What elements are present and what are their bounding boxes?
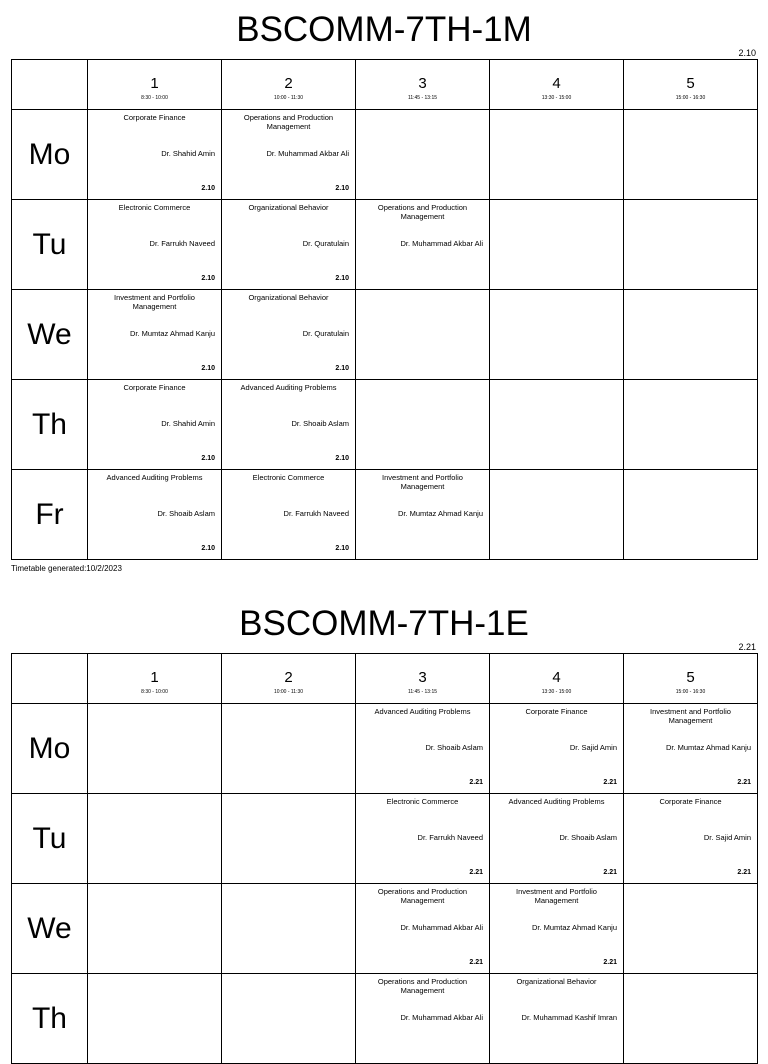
room-number: 2.10 (201, 275, 215, 282)
empty-slot (356, 110, 490, 200)
period-number: 1 (150, 75, 159, 92)
teacher-name: Dr. Muhammad Akbar Ali (400, 1013, 483, 1022)
day-label: Mo (28, 731, 71, 765)
period-number: 2 (284, 669, 293, 686)
day-label: We (27, 317, 72, 351)
timetable-title: BSCOMM-7TH-1E (239, 604, 529, 643)
day-cell (12, 470, 88, 560)
teacher-name: Dr. Mumtaz Ahmad Kanju (665, 743, 751, 752)
class-slot (356, 200, 490, 290)
class-slot (88, 470, 222, 560)
period-header (356, 654, 490, 704)
day-row (12, 200, 758, 290)
period-time: 15:00 - 16:30 (675, 95, 706, 101)
course-name: Advanced Auditing Problems (106, 473, 203, 482)
teacher-name: Dr. Sajid Amin (569, 743, 617, 752)
course-name: Advanced Auditing Problems (240, 383, 337, 392)
empty-slot (88, 974, 222, 1064)
empty-slot (222, 794, 356, 884)
empty-slot (356, 290, 490, 380)
teacher-name: Dr. Shoaib Aslam (291, 419, 349, 428)
empty-slot (624, 470, 758, 560)
course-name: Electronic Commerce (118, 203, 191, 212)
room-number: 2.10 (335, 185, 349, 192)
teacher-name: Dr. Shahid Amin (161, 149, 215, 158)
teacher-name: Dr. Muhammad Akbar Ali (400, 239, 483, 248)
empty-slot (222, 884, 356, 974)
course-name: Organizational Behavior (516, 977, 597, 986)
day-label: Th (31, 407, 67, 441)
day-row (12, 794, 758, 884)
day-row (12, 380, 758, 470)
timetable-grid (11, 653, 758, 1064)
period-number: 3 (418, 75, 427, 92)
teacher-name: Dr. Farrukh Naveed (149, 239, 215, 248)
room-number: 2.21 (603, 779, 617, 786)
teacher-name: Dr. Sajid Amin (703, 833, 751, 842)
empty-slot (490, 200, 624, 290)
period-header (88, 654, 222, 704)
day-row (12, 884, 758, 974)
course-name: Electronic Commerce (386, 797, 459, 806)
room-number: 2.10 (335, 275, 349, 282)
class-slot (356, 704, 490, 794)
course-name: Corporate Finance (123, 383, 186, 392)
class-slot (356, 470, 490, 560)
day-cell (12, 704, 88, 794)
day-cell (12, 290, 88, 380)
day-row (12, 110, 758, 200)
class-slot (222, 200, 356, 290)
class-slot (490, 974, 624, 1064)
class-slot (624, 704, 758, 794)
header-row (12, 60, 758, 110)
period-header (222, 60, 356, 110)
class-slot (624, 794, 758, 884)
course-name: Investment and Portfolio Management (650, 707, 731, 725)
period-number: 4 (552, 75, 561, 92)
course-name: Organizational Behavior (248, 203, 329, 212)
class-slot (222, 110, 356, 200)
class-slot (490, 794, 624, 884)
course-name: Operations and Production Management (377, 977, 468, 995)
period-number: 1 (150, 669, 159, 686)
timetable-generated-note: Timetable generated:10/2/2023 (11, 564, 122, 573)
day-label: We (27, 911, 72, 945)
empty-slot (490, 110, 624, 200)
day-label: Fr (35, 497, 64, 531)
empty-slot (490, 470, 624, 560)
empty-slot (624, 110, 758, 200)
empty-slot (490, 290, 624, 380)
empty-slot (222, 974, 356, 1064)
day-row (12, 974, 758, 1064)
period-number: 5 (686, 75, 695, 92)
empty-slot (624, 884, 758, 974)
room-number: 2.10 (201, 545, 215, 552)
class-slot (222, 380, 356, 470)
day-label: Tu (32, 821, 67, 855)
teacher-name: Dr. Mumtaz Ahmad Kanju (397, 509, 483, 518)
class-slot (222, 290, 356, 380)
empty-slot (88, 794, 222, 884)
teacher-name: Dr. Shoaib Aslam (559, 833, 617, 842)
course-name: Corporate Finance (659, 797, 722, 806)
period-header (490, 60, 624, 110)
teacher-name: Dr. Farrukh Naveed (283, 509, 349, 518)
class-slot (490, 884, 624, 974)
class-slot (222, 470, 356, 560)
day-row (12, 290, 758, 380)
period-header (624, 654, 758, 704)
room-number: 2.21 (603, 869, 617, 876)
timetable-room: 2.21 (738, 642, 756, 652)
empty-slot (88, 704, 222, 794)
empty-slot (356, 380, 490, 470)
period-time: 11:45 - 13:15 (407, 95, 438, 101)
teacher-name: Dr. Muhammad Akbar Ali (400, 923, 483, 932)
period-header (624, 60, 758, 110)
period-time: 13:30 - 15:00 (541, 689, 572, 695)
course-name: Operations and Production Management (377, 887, 468, 905)
room-number: 2.10 (335, 365, 349, 372)
course-name: Investment and Portfolio Management (114, 293, 195, 311)
period-number: 2 (284, 75, 293, 92)
period-time: 10:00 - 11:30 (273, 95, 304, 101)
teacher-name: Dr. Shoaib Aslam (157, 509, 215, 518)
course-name: Operations and Production Management (377, 203, 468, 221)
room-number: 2.21 (603, 959, 617, 966)
room-number: 2.10 (335, 545, 349, 552)
room-number: 2.21 (469, 869, 483, 876)
class-slot (356, 794, 490, 884)
empty-slot (624, 380, 758, 470)
room-number: 2.10 (335, 455, 349, 462)
teacher-name: Dr. Muhammad Kashif Imran (521, 1013, 617, 1022)
teacher-name: Dr. Mumtaz Ahmad Kanju (129, 329, 215, 338)
day-label: Th (31, 1001, 67, 1035)
course-name: Investment and Portfolio Management (516, 887, 597, 905)
course-name: Organizational Behavior (248, 293, 329, 302)
teacher-name: Dr. Shoaib Aslam (425, 743, 483, 752)
teacher-name: Dr. Quratulain (302, 329, 349, 338)
day-row (12, 470, 758, 560)
day-cell (12, 974, 88, 1064)
timetable-title: BSCOMM-7TH-1M (236, 10, 532, 49)
period-header (88, 60, 222, 110)
period-header (356, 60, 490, 110)
course-name: Corporate Finance (525, 707, 588, 716)
timetable-room: 2.10 (738, 48, 756, 58)
day-cell (12, 110, 88, 200)
period-number: 4 (552, 669, 561, 686)
teacher-name: Dr. Quratulain (302, 239, 349, 248)
day-label: Mo (28, 137, 71, 171)
period-number: 5 (686, 669, 695, 686)
corner-cell (12, 654, 88, 704)
room-number: 2.21 (737, 869, 751, 876)
period-number: 3 (418, 669, 427, 686)
teacher-name: Dr. Shahid Amin (161, 419, 215, 428)
class-slot (88, 290, 222, 380)
period-header (222, 654, 356, 704)
day-cell (12, 200, 88, 290)
class-slot (356, 974, 490, 1064)
empty-slot (624, 200, 758, 290)
course-name: Corporate Finance (123, 113, 186, 122)
room-number: 2.10 (201, 365, 215, 372)
period-time: 15:00 - 16:30 (675, 689, 706, 695)
day-cell (12, 884, 88, 974)
period-header (490, 654, 624, 704)
room-number: 2.21 (469, 959, 483, 966)
day-label: Tu (32, 227, 67, 261)
room-number: 2.21 (737, 779, 751, 786)
course-name: Electronic Commerce (252, 473, 325, 482)
timetable-grid (11, 59, 758, 560)
period-time: 8:30 - 10:00 (141, 95, 168, 101)
room-number: 2.10 (201, 455, 215, 462)
teacher-name: Dr. Farrukh Naveed (417, 833, 483, 842)
room-number: 2.21 (469, 779, 483, 786)
course-name: Advanced Auditing Problems (508, 797, 605, 806)
period-time: 13:30 - 15:00 (541, 95, 572, 101)
day-cell (12, 380, 88, 470)
empty-slot (624, 974, 758, 1064)
day-row (12, 704, 758, 794)
period-time: 8:30 - 10:00 (141, 689, 168, 695)
class-slot (88, 110, 222, 200)
empty-slot (490, 380, 624, 470)
course-name: Operations and Production Management (243, 113, 334, 131)
course-name: Investment and Portfolio Management (382, 473, 463, 491)
class-slot (88, 380, 222, 470)
period-time: 11:45 - 13:15 (407, 689, 438, 695)
class-slot (490, 704, 624, 794)
empty-slot (624, 290, 758, 380)
teacher-name: Dr. Mumtaz Ahmad Kanju (531, 923, 617, 932)
course-name: Advanced Auditing Problems (374, 707, 471, 716)
class-slot (88, 200, 222, 290)
teacher-name: Dr. Muhammad Akbar Ali (266, 149, 349, 158)
empty-slot (222, 704, 356, 794)
header-row (12, 654, 758, 704)
class-slot (356, 884, 490, 974)
day-cell (12, 794, 88, 884)
room-number: 2.10 (201, 185, 215, 192)
corner-cell (12, 60, 88, 110)
empty-slot (88, 884, 222, 974)
period-time: 10:00 - 11:30 (273, 689, 304, 695)
